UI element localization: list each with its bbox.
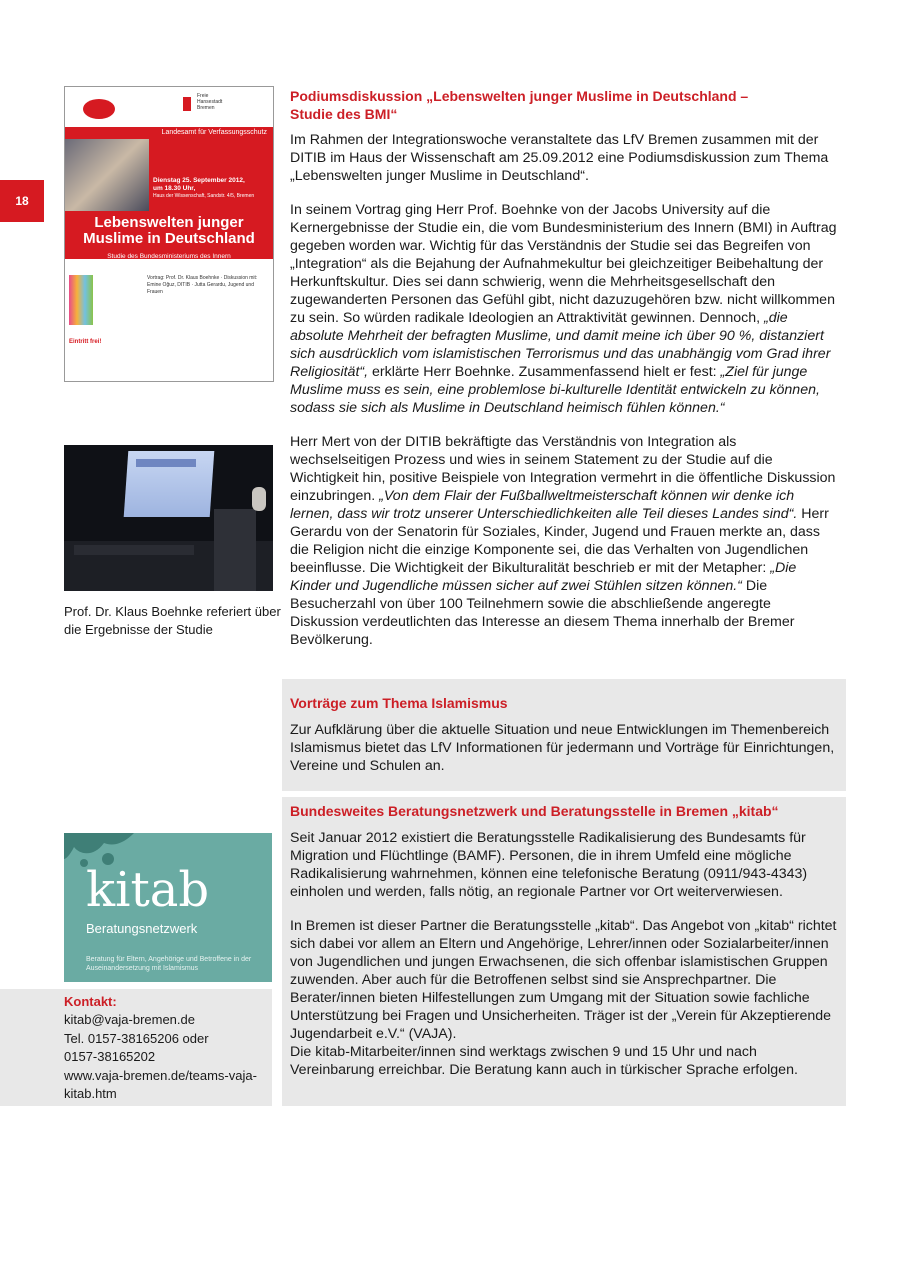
kitab-logo xyxy=(64,833,272,982)
section3-heading: Bundesweites Beratungsnetzwerk und Beratungsstelle in Bremen „kitab“ xyxy=(290,803,779,819)
section-podiumsdiskussion xyxy=(290,87,838,665)
contact-tel1: Tel. 0157-38165206 oder xyxy=(64,1030,209,1046)
kitab-tagline: Beratung für Eltern, Angehörige und Betroffene in der Auseinandersetzung mit Islamismus xyxy=(86,956,252,972)
conference-photo xyxy=(64,445,273,591)
poster-title: Lebenswelten junger Muslime in Deutschland xyxy=(83,214,255,247)
section1-heading: Podiumsdiskussion „Lebenswelten junger Muslime in Deutschland – Studie des BMI“ xyxy=(290,88,749,122)
poster-logo-text: Freie Hansestadt Bremen xyxy=(197,93,223,111)
page-number: 18 xyxy=(0,180,44,222)
poster-program: Vortrag: Prof. Dr. Klaus Boehnke · Diskussion mit: Emine Oğuz, DITIB · Jutta Gerardu, Jugend und Frauen xyxy=(147,275,258,295)
screen-slide-bar xyxy=(136,459,196,467)
poster-photo xyxy=(65,139,149,211)
kitab-wordmark: kitab xyxy=(86,862,210,918)
panel-table xyxy=(74,545,194,555)
poster-lower xyxy=(65,267,273,381)
kitab-sub: Beratungsnetzwerk xyxy=(86,921,198,936)
section-vortraege-box xyxy=(282,679,846,791)
section3-p3: Die kitab-Mitarbeiter/innen sind werktags zwischen 9 und 15 Uhr und nach Vereinbarung erreichbar. Die Beratung kann auch in türkischer Sprache erfolgen. xyxy=(290,1044,798,1078)
section3-body xyxy=(290,829,838,1079)
contact-email[interactable]: kitab@vaja-bremen.de xyxy=(64,1012,195,1027)
contact-info xyxy=(64,993,269,1104)
contact-web2[interactable]: kitab.htm xyxy=(64,1086,117,1101)
contact-web1[interactable]: www.vaja-bremen.de/teams-vaja- xyxy=(64,1067,257,1083)
poster-color-stripes xyxy=(69,275,93,325)
speaker xyxy=(252,487,266,511)
section1-p3: Herr Mert von der DITIB bekräftigte das Verständnis von Integration als wechselseitigen Prozess und wies in seinem Statement zu der Studie auf die Wichtigkeit hin, positive Beispiele von Integration vermehrt in die öffentliche Diskussion einzubringen. „Von dem Flair der Fußballweltmeisterschaft können wir denke ich lernen, dass wir trotz unserer Unterschiedlichkeiten alle Teil dieses Landes sind“. Herr Gerardu von der Senatorin für Soziales, Kinder, Jugend und Frauen merkte an, dass die Religion nicht die einzige Komponente sei, die das Verhalten von Jugendlichen beeinflusse. Die Wichtigkeit der Bikulturalität beschrieb er mit der Metapher: „Die Kinder und Jugendliche müssen sicher auf zwei Stühlen sitzen können.“ Die Besucherzahl von über 100 Teilnehmern sowie die abschließende angeregte Diskussion verdeutlichten das Interesse an diesem Thema innerhalb der Bremer Bevölkerung. xyxy=(290,434,836,648)
lectern xyxy=(214,509,256,591)
section3-p1: Seit Januar 2012 existiert die Beratungsstelle Radikalisierung des Bundesamts für Migration und Flüchtlinge (BAMF). Personen, die in ihrem Umfeld eine mögliche Radikalisierung wahrnehmen, können eine telefonische Beratung (0911/943-4343) einholen und werden, falls nötig, an regionale Partner vor Ort weiterverwiesen. xyxy=(290,830,808,900)
poster-subtitle: Studie des Bundesministeriums des Innern xyxy=(107,253,231,260)
photo-caption: Prof. Dr. Klaus Boehnke referiert über die Ergebnisse der Studie xyxy=(64,604,281,637)
contact-tel2: 0157-38165202 xyxy=(64,1049,156,1064)
poster-band: Landesamt für Verfassungsschutz xyxy=(65,127,273,139)
section2-body: Zur Aufklärung über die aktuelle Situation und neue Entwicklungen im Themenbereich Islamismus bietet das LfV Informationen für jedermann und Vorträge für Einrichtungen, Vereine und Schulen an. xyxy=(290,722,835,774)
event-poster xyxy=(64,86,274,382)
section1-p2: In seinem Vortrag ging Herr Prof. Boehnke von der Jacobs University auf die Kernergebnisse der Studie ein, die vom Bundesministerium des Innern (BMI) in Auftrag gegeben worden war. Wichtig für das Verständnis der Studie sei das Begreifen von „Integration“ als die Bejahung der Aufnahmekultur bei gleichzeitiger Beibehaltung der Herkunftskultur. Dies sei dann schwierig, wenn die Mehrheitsgesellschaft den zugewanderten Personen das Gefühl gibt, nicht dazuzugehören bzw. nicht willkommen zu sein. So würden radikale Ideologien an Attraktivität gewinnen. Dennoch, „die absolute Mehrheit der befragten Muslime, und damit meine ich über 90 %, distanziert sich ausdrücklich vom islamistischen Terrorismus und das unabhängig vom Grad ihrer Religiosität“, erklärte Herr Boehnke. Zusammenfassend hielt er fest: „Ziel für junge Muslime muss es sein, eine problemlose bi-kulturelle Identität entwickeln zu können, sodass sie sich als Muslime in Deutschland heimisch fühlen können.“ xyxy=(290,202,837,416)
section2-heading: Vorträge zum Thema Islamismus xyxy=(290,695,508,711)
section1-body xyxy=(290,131,838,649)
bremen-key-icon xyxy=(183,97,191,111)
section1-p1: Im Rahmen der Integrationswoche veranstaltete das LfV Bremen zusammen mit der DITIB im Haus der Wissenschaft am 25.09.2012 eine Podiumsdiskussion zum Thema „Lebenswelten junger Muslime in Deutschland“. xyxy=(290,132,829,184)
section-kitab-box xyxy=(282,797,846,1106)
lfv-logo-icon xyxy=(83,99,115,119)
contact-label: Kontakt: xyxy=(64,994,117,1009)
poster-entry: Eintritt frei! xyxy=(69,339,102,345)
section3-p2: In Bremen ist dieser Partner die Beratungsstelle „kitab“. Das Angebot von „kitab“ richtet sich dabei vor allem an Eltern und Angehörige, Lehrer/innen oder Sozialarbeiter/innen von Jugendlichen und jungen Erwachsenen, die sich offenbar islamistischen Gruppen zuwenden. Aber auch für die Betroffenen selbst sind sie Ansprechpartner. Die Berater/innen bieten Hilfestellungen zum Umgang mit der Situation sowie fachliche Unterstützung bei Fragen und Unsicherheiten. Träger ist der „Verein für Akzeptierende Jugendarbeit e.V.“ (VAJA). xyxy=(290,918,837,1042)
poster-header xyxy=(65,87,273,127)
contact-box xyxy=(0,989,272,1106)
poster-date-block: Dienstag 25. September 2012, um 18.30 Uhr, Haus der Wissenschaft, Sandstr. 4/5, Bremen xyxy=(153,177,255,199)
